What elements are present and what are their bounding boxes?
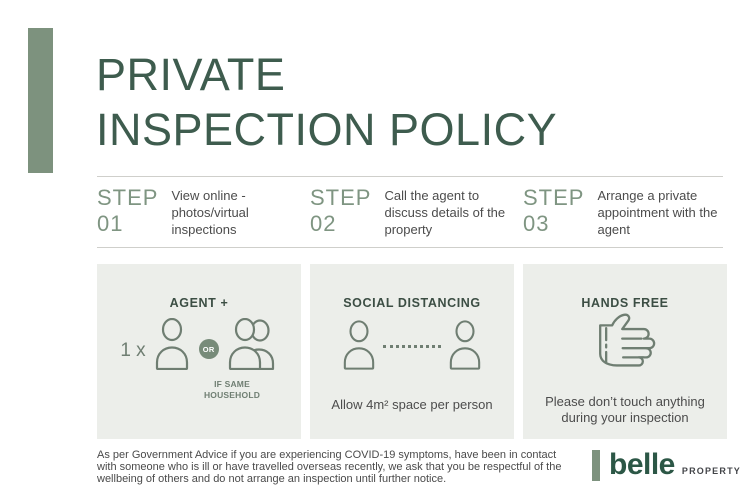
household-note: IF SAME HOUSEHOLD: [203, 379, 261, 400]
card-social-distancing: [310, 264, 514, 439]
step-3-number: 03: [523, 211, 550, 236]
step-1-description: View online - photos/virtual inspections: [171, 188, 249, 237]
disclaimer-line2: with someone who is ill or have travelled overseas recently, we ask that you be respectful of the: [97, 461, 562, 473]
logo-suffix: PROPERTY: [681, 466, 741, 476]
card-distancing-icon-row: [310, 320, 514, 375]
step-2-description: Call the agent to discuss details of the property: [384, 188, 506, 237]
two-person-household-icon: [228, 318, 278, 375]
card-hands-free-icon-row: [523, 320, 727, 375]
hands-free-caption-line2: during your inspection: [561, 410, 689, 425]
card-agent: [97, 264, 301, 439]
step-2: [310, 185, 514, 238]
hands-free-caption-line1: Please don’t touch anything: [545, 394, 705, 409]
government-advice-disclaimer: [97, 449, 561, 485]
distancing-caption: Allow 4m² space per person: [331, 397, 493, 412]
card-hands-free-heading: HANDS FREE: [581, 296, 669, 310]
card-agent-heading: AGENT +: [169, 296, 229, 310]
step-2-number: 02: [310, 211, 337, 236]
policy-cards: [97, 264, 727, 439]
step-1-number: 01: [97, 211, 124, 236]
step-2-label: [310, 185, 371, 238]
page-title: [96, 47, 557, 157]
accent-bar: [28, 28, 53, 173]
distance-dotted-line: [383, 345, 441, 348]
steps-separator-bottom: [97, 247, 723, 248]
single-person-icon: [154, 318, 190, 375]
agent-multiplier-label: 1 x: [120, 340, 146, 361]
card-hands-free: [523, 264, 727, 439]
step-1: [97, 185, 301, 238]
step-1-label: [97, 185, 158, 238]
disclaimer-line1: As per Government Advice if you are experiencing COVID-19 symptoms, have been in contact: [97, 449, 557, 461]
hands-free-caption: [533, 394, 717, 426]
belle-property-logo: [592, 449, 741, 481]
steps-row: [97, 185, 727, 238]
step-2-word: STEP: [310, 185, 372, 210]
step-3-word: STEP: [523, 185, 585, 210]
steps-separator-top: [97, 176, 723, 177]
or-badge: OR: [199, 339, 219, 359]
card-distancing-heading: SOCIAL DISTANCING: [343, 296, 481, 310]
page-title-line1: PRIVATE: [96, 49, 286, 100]
step-1-word: STEP: [97, 185, 159, 210]
logo-bar-icon: [592, 450, 600, 481]
card-agent-icon-row: [97, 320, 301, 375]
step-3-label: [523, 185, 584, 238]
logo-brand-name: belle: [609, 448, 675, 481]
person-right-icon: [448, 320, 482, 375]
step-3: [523, 185, 727, 238]
disclaimer-line3: wellbeing of others and do not arrange an inspection until further notice.: [97, 473, 447, 485]
hand-icon: [591, 312, 659, 375]
step-3-description: Arrange a private appointment with the agent: [597, 188, 718, 237]
person-left-icon: [342, 320, 376, 375]
page-title-line2: INSPECTION POLICY: [96, 104, 558, 155]
